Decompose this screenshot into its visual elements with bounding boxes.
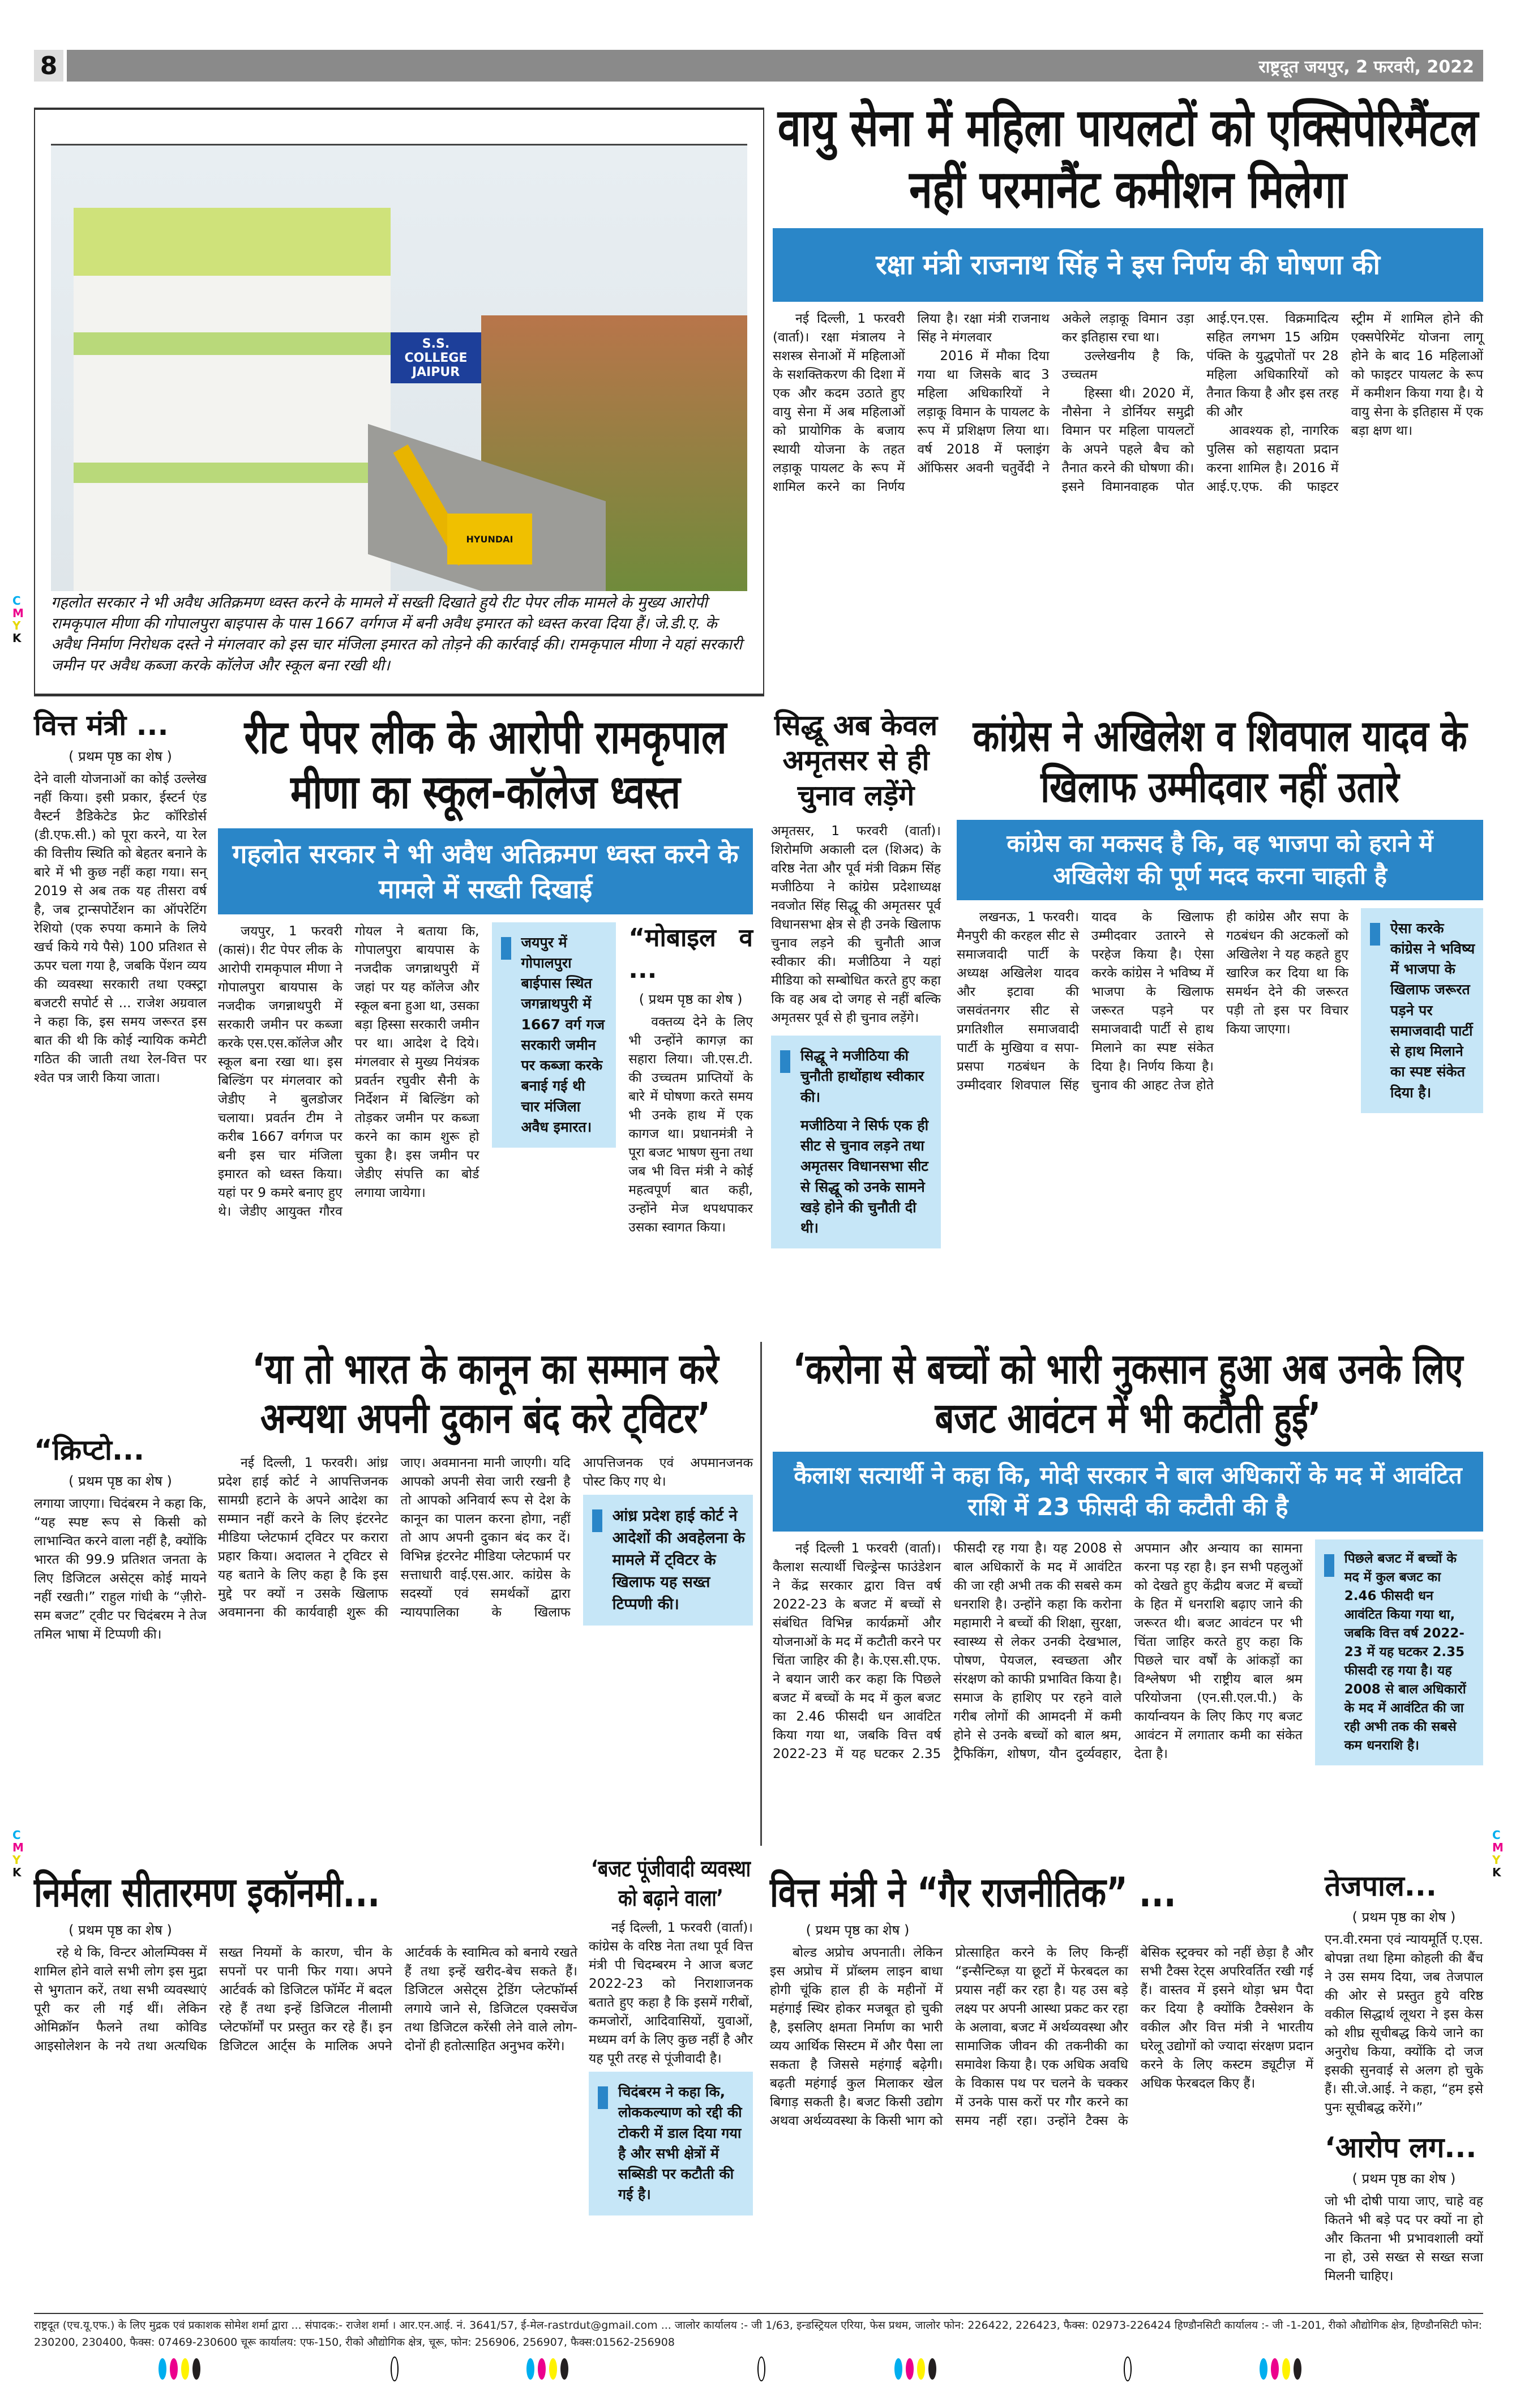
highlight-capitalist: चिदंबरम ने कहा कि, लोककल्याण को रद्दी की टोकरी में डाल दिया गया है और सभी क्षेत्रों में सब्सिडी पर कटौती की गई है।: [589, 2072, 753, 2215]
color-registration-marks: [526, 2358, 568, 2380]
article-congress-block: [957, 711, 1483, 1113]
article-capitalist: नई दिल्ली, 1 फरवरी (वार्ता)। कांग्रेस के वरिष्ठ नेता तथा पूर्व वित्त मंत्री पी चिदम्बरम ने आज बजट 2022-23 को निराशाजनक बताते हुए कहा है कि इसमें गरीबों, कमजोरों, आदिवासियों, युवाओं, मध्यम वर्ग के लिए कुछ नहीं है और यह पूरी तरह से पूंजीवादी है।: [589, 1921, 753, 2066]
headline: सिद्धू अब केवल अमृतसर से ही चुनाव लड़ेंगे: [774, 709, 938, 812]
headline-reet: रीट पेपर लीक के आरोपी रामकृपाल मीणा का स्कूल-कॉलेज ध्वस्त: [244, 711, 727, 819]
article-nirmala-block: [34, 1868, 577, 2056]
continued-label: ( प्रथम पृष्ठ का शेष ): [68, 749, 172, 764]
headline-fm-nonpolitical: वित्त मंत्री ने “गैर राजनीतिक” ...: [770, 1868, 1176, 1916]
article-fm-nonpolitical: बोल्ड अप्रोच अपनाती। लेकिन इस अप्रोच में प्रॉब्लम लाइन बाधा होगी चूंकि हाल ही के महीनों में महंगाई स्थिर होकर मजबूत हो चुकी है, इसलिए क्षमता निर्माण का भारी व्यय आर्थिक सिस्टम में और पैसा ला सकता है जिससे महंगाई बढ़ेगी। बढ़ती महंगाई कुल मिलाकर खेल बिगाड़ सकती है। बजट किसी उद्योग अथवा अर्थव्यवस्था के किसी भाग को प्रोत्साहित करने के लिए किन्हीं “इन्सैन्टिब्ज़ या छूटों में फेरबदल का प्रयास नहीं कर रहा है। यह उस बड़े लक्ष्य पर अपनी आस्था प्रकट कर रहा के अलावा, बजट में अर्थव्यवस्था और सामाजिक जीवन की तकनीकी का समावेश किया है। एक अधिक अवधि के विकास पथ पर चलने के चक्कर में उनके पास करों पर गौर करने का समय नहीं रहा। उन्होंने टैक्स के बेसिक स्ट्रक्चर को नहीं छेड़ा है और सभी टैक्स रेट्स अपरिवर्तित रखी गई हैं। वास्तव में इसने थोड़ा भ्रम पैदा कर दिया है क्योंकि टैक्सेशन के वकील और वित्त मंत्री ने भारतीय घरेलू उद्योगों को ज्यादा संरक्षण प्रदान करने के लिए कस्टम ड्यूटीज़ में अधिक फेरबदल किए हैं।: [770, 1945, 1313, 2128]
headline: तेजपाल...: [1325, 1870, 1437, 1902]
registration-crosshair: [391, 2356, 399, 2381]
article-sidhu: [771, 708, 941, 1255]
color-registration-marks: [894, 2358, 936, 2380]
headline-corona: ‘करोना से बच्चों को भारी नुकसान हुआ अब उनके लिए बजट आवंटन में भी कटौती हुई’: [793, 1345, 1463, 1443]
dateline: राष्ट्रदूत जयपुर, 2 फरवरी, 2022: [1258, 57, 1474, 77]
cmyk-marker-right: C M Y K: [1492, 1828, 1504, 1879]
article-tejpal-cont: [1325, 1868, 1483, 2118]
article-twitter-block: [218, 1345, 753, 1626]
article-air-force-block: [773, 97, 1483, 497]
continued-label: ( प्रथम पृष्ठ का शेष ): [68, 1473, 172, 1489]
highlight-twitter: आंध्र प्रदेश हाई कोर्ट ने आदेशों की अवहेलना के मामले में ट्विटर के खिलाफ यह सख्त टिप्पणी की।: [583, 1495, 753, 1626]
body: जो भी दोषी पाया जाए, चाहे वह कितने भी बड़े पद पर क्यों ना हो और कितना भी प्रभावशाली क्यों ना हो, उसे सख्त से सख्त सजा मिलनी चाहिए।: [1325, 2194, 1483, 2283]
article-corona-block: [773, 1345, 1483, 1767]
color-registration-marks: [159, 2358, 200, 2380]
page-number: 8: [34, 50, 67, 82]
cmyk-marker-left-lower: C M Y K: [12, 1828, 24, 1879]
article-mobile-cont: [628, 922, 753, 1008]
college-sign: S.S. COLLEGE JAIPUR: [391, 332, 481, 383]
demolition-photo: [51, 144, 747, 591]
article-air-force: नई दिल्ली, 1 फरवरी (वार्ता)। रक्षा मंत्रालय ने सशस्त्र सेनाओं में महिलाओं के सशक्तिकरण की दिशा में एक और कदम उठाते हुए वायु सेना में अब महिलाओं को प्रायोगिक के बजाय स्थायी योजना के तहत लड़ाकू पायलट के रूप में शामिल करने का निर्णय लिया है। रक्षा मंत्री राजनाथ सिंह ने मंगलवार 2016 में मौका दिया गया था जिसके बाद 3 महिला अधिकारियों ने लड़ाकू विमान के पायलट के रूप में प्रशिक्षण लिया था। वर्ष 2018 में फ्लाइंग ऑफिसर अवनी चतुर्वेदी ने अकेले लड़ाकू विमान उड़ा कर इतिहास रचा था। उल्लेखनीय है कि, उच्चतम हिस्सा थी। 2020 में, नौसेना ने डोर्नियर समुद्री विमान पर महिला पायलटों के अपने पहले बैच को तैनात करने की घोषणा की। इसने विमानवाहक पोत आई.एन.एस. विक्रमादित्य सहित लगभग 15 अग्रिम पंक्ति के युद्धपोतों पर 28 महिला अधिकारियों को तैनात किया है और इस तरह की और आवश्यक हो, नागरिक पुलिस को सहायता प्रदान करना शामिल है। 2016 में आई.ए.एफ. की फाइटर स्ट्रीम में शामिल होने की एक्सपेरिमेंट योजना लागू होने के बाद 16 महिलाओं को फाइटर पायलट के रूप में कमीशन किया गया है। ये वायु सेना के इतिहास में एक बड़ा क्षण था।: [773, 311, 1483, 495]
body: एन.वी.रमना एवं न्यायमूर्ति ए.एस. बोपन्ना तथा हिमा कोहली की बैंच ने उस समय दिया, जब तेजपाल की ओर से प्रस्तुत हुये वरिष्ठ वकील सिद्धार्थ लूथरा ने इस केस को शीघ्र सूचीबद्ध किये जाने का अनुरोध किया, क्योंकि दो जज इसकी सुनवाई से अलग हो चुके हैं। सी.जे.आई. ने कहा, “हम इसे पुनः सूचीबद्ध करेंगे।”: [1325, 1932, 1483, 2115]
article-nirmala: रहे थे कि, विन्टर ओलम्पिक्स में शामिल होने वाले सभी लोग इस मुद्रा से भुगतान करें, तथा सभी व्यवस्थाएं पूरी कर ली गई थीं। लेकिन ओमिक्रॉन फैलने तथा कोविड आइसोलेशन के नये तथा अत्यधिक सख्त नियमों के कारण, चीन के सपनों पर पानी फिर गया। अपने आर्टवर्क को डिजिटल फॉर्मेट में बदल रहे हैं तथा इन्हें डिजिटल नीलामी प्लेटफॉर्मों पर प्रस्तुत कर रहे हैं। इन डिजिटल आर्ट्स के मालिक अपने आर्टवर्क के स्वामित्व को बनाये रखते हैं तथा इन्हें खरीद-बेच सकते हैं। डिजिटल असेट्स ट्रेडिंग प्लेटफॉर्म्स लगाये जाने से, डिजिटल एक्सचेंज तथा डिजिटल करेंसी लेने वाले लोग-दोनों ही हतोत्साहित अनुभव करेंगे।: [34, 1945, 577, 2054]
article-twitter: नई दिल्ली, 1 फरवरी। आंध्र प्रदेश हाई कोर्ट ने आपत्तिजनक सामग्री हटाने के अपने आदेश का सम्मान नहीं करने के लिए इंटरनेट मीडिया प्लेटफार्म ट्विटर पर करारा प्रहार किया। अदालत ने ट्विटर से यह बताने के लिए कहा है कि इस मुद्दे पर क्यों न उसके खिलाफ अवमानना की कार्यवाही शुरू की जाए। अवमानना मानी जाएगी। यदि आपको अपनी सेवा जारी रखनी है तो आपको अनिवार्य रूप से देश के कानून का पालन करना होगा, नहीं तो आप अपनी दुकान बंद कर दें। विभिन्न इंटरनेट मीडिया प्लेटफार्म पर सत्ताधारी वाई.एस.आर. कांग्रेस के सदस्यों एवं समर्थकों द्वारा न्यायपालिका के खिलाफ आपत्तिजनक एवं अपमानजनक पोस्ट किए गए थे। आंध्र प्रदेश हाई कोर्ट ने आदेशों की अवहेलना के मामले में ट्विटर के खिलाफ यह सख्त टिप्पणी की।: [218, 1454, 753, 1626]
headline: वित्त मंत्री ...: [34, 709, 169, 742]
divider: [760, 1342, 762, 1846]
article-allegation-cont: [1325, 2130, 1483, 2286]
headline: “क्रिप्टो...: [34, 1434, 144, 1466]
banner-corona: कैलाश सत्यार्थी ने कहा कि, मोदी सरकार ने बाल अधिकारों के मद में आवंटित राशि में 23 फीसदी की कटौती की है: [773, 1452, 1483, 1532]
highlight-sidhu: सिद्धू ने मजीठिया की चुनौती हाथोंहाथ स्वीकार की। मजीठिया ने सिर्फ एक ही सीट से चुनाव लड़ने तथा अमृतसर विधानसभा सीट से सिद्धू को उनके सामने खड़े होने की चुनौती दी थी।: [771, 1036, 941, 1248]
article-fm-nonpolitical-block: [770, 1868, 1313, 2131]
banner-reet: गहलोत सरकार ने भी अवैध अतिक्रमण ध्वस्त करने के मामले में सख्ती दिखाई: [218, 828, 753, 914]
headline-nirmala: निर्मला सीतारमण इकॉनमी...: [34, 1868, 380, 1916]
headline-congress: कांग्रेस ने अखिलेश व शिवपाल यादव के खिलाफ उम्मीदवार नहीं उतारे: [973, 711, 1467, 812]
page-header-bar: [34, 50, 1483, 82]
continued-label: ( प्रथम पृष्ठ का शेष ): [1352, 1909, 1456, 1925]
continued-label: ( प्रथम पृष्ठ का शेष ): [1352, 2171, 1456, 2187]
banner-air-force: रक्षा मंत्री राजनाथ सिंह ने इस निर्णय की घोषणा की: [773, 228, 1483, 302]
banner-congress: कांग्रेस का मकसद है कि, वह भाजपा को हराने में अखिलेश की पूर्ण मदद करना चाहती है: [957, 820, 1483, 900]
article-congress: लखनऊ, 1 फरवरी। मैनपुरी की करहल सीट से समाजवादी पार्टी के अध्यक्ष अखिलेश यादव और इटावा की जसवंतनगर सीट से प्रगतिशील समाजवादी पार्टी के मुखिया व सपा-प्रसपा गठबंधन के उम्मीदवार शिवपाल सिंह यादव के खिलाफ उम्मीदवार उतारने से परहेज किया है। ऐसा करके कांग्रेस ने भविष्य में भाजपा के खिलाफ जरूरत पड़ने पर समाजवादी पार्टी से हाथ मिलाने का स्पष्ट संकेत दिया है। निर्णय किया है। चुनाव की आहट तेज होते ही कांग्रेस और सपा के गठबंधन की अटकलों को अखिलेश ने यह कहते हुए खारिज कर दिया था कि समर्थन देने की जरूरत पड़ी तो इस पर विचार किया जाएगा। ऐसा करके कांग्रेस ने भविष्य में भाजपा के खिलाफ जरूरत पड़ने पर समाजवादी पार्टी से हाथ मिलाने का स्पष्ट संकेत दिया है।: [957, 908, 1483, 1113]
headline-twitter: ‘या तो भारत के कानून का सम्मान करे अन्यथा अपनी दुकान बंद करे ट्विटर’: [252, 1345, 719, 1443]
headline: ‘आरोप लग...: [1325, 2131, 1477, 2164]
headline-air-force: वायु सेना में महिला पायलटों को एक्सिपेरिमैंटल नहीं परमानैंट कमीशन मिलेगा: [777, 97, 1479, 220]
mobile-body: वक्तव्य देने के लिए भी उन्होंने कागज़ का सहारा लिया। जी.एस.टी. की उच्चतम प्राप्तियों के बारे में घोषणा करते समय भी उनके हाथ में एक कागज था। प्रधानमंत्री ने पूरा बजट भाषण सुना तथा जब भी वित्त मंत्री ने कोई महत्वपूर्ण बात कही, उन्होंने मेज थपथपाकर उसका स्वागत किया।: [628, 1014, 753, 1235]
article-reet-block: [218, 711, 753, 1237]
body: लगाया जाएगा। चिदंबरम ने कहा कि, “यह स्पष्ट रूप से किसी को लाभान्वित करने वाला नहीं है, क्योंकि भारत की 99.9 प्रतिशत जनता के लिए डिजिटल असेट्स कोई मायने नहीं रखती।” राहुल गांधी के “ज़ीरो-सम बजट” ट्वीट पर चिदंबरम ने तेज तमिल भाषा में टिप्पणी की।: [34, 1496, 207, 1642]
headline-capitalist: ‘बजट पूंजीवादी व्यवस्था को बढ़ाने वाला’: [591, 1856, 751, 1911]
registration-crosshair: [757, 2356, 765, 2381]
body: देने वाली योजनाओं का कोई उल्लेख नहीं किया। इसी प्रकार, ईस्टर्न एंड वैस्टर्न डैडिकेटेड फ्रेट कॉरिडोर्स (डी.एफ.सी.) को पूरा करने, या रेल की वित्तीय स्थिति को बेहतर बनाने के बारे में भी कुछ नहीं कहा गया। सन् 2019 से अब तक यह तीसरा वर्ष है, जब ट्रान्सपोर्टेशन का ऑपरेटिंग रेशियो (एक रुपया कमाने के लिये खर्च किये गये पैसे) 100 प्रतिशत से ऊपर चला गया है, जबकि पेंशन व्यय की व्यवस्था सरकारी तथा एक्स्ट्रा बजटरी सपोर्ट से ... राजेश अग्रवाल ने कहा कि, इस समय जरूरत इस बात की थी कि कोई न्यायिक कमेटी गठित की जाती तथा रेल-वित्त पर श्वेत पत्र जारी किया जाता।: [34, 772, 207, 1085]
article-crypto-cont: [34, 1432, 207, 1644]
highlight-corona: पिछले बजट में बच्चों के मद में कुल बजट का 2.46 फीसदी धन आवंटित किया गया था, जबकि वित्त वर्ष 2022-23 में यह घटकर 2.35 फीसदी रह गया है। यह 2008 से बाल अधिकारों के मद में आवंटित की जा रही अभी तक की सबसे कम धनराशि है।: [1315, 1539, 1483, 1765]
continued-label: ( प्रथम पृष्ठ का शेष ): [639, 991, 743, 1007]
footer-imprint: राष्ट्रदूत (एच.यू.एफ.) के लिए मुद्रक एवं प्रकाशक सोमेश शर्मा द्वारा ... संपादक:- राजेश शर्मा । आर.एन.आई. नं. 3641/57, ई-मेल-rastrdut@gmail.com ... जालोर कार्यालय :- जी 1/63, इन्डस्ट्रियल एरिया, फेस प्रथम, जालोर फोन: 226422, 226423, फैक्स: 02973-226424 हिण्डौनसिटी कार्यालय :- जी -1-201, रीको औद्योगिक क्षेत्र, हिण्डौनसिटी फोन: 230200, 230400, फैक्स: 07469-230600 चूरू कार्यालय: एफ-150, रीको औद्योगिक क्षेत्र, चूरू, फोन: 256906, 256907, फैक्स:01562-256908: [34, 2319, 1483, 2349]
photo-box: [34, 108, 764, 696]
continued-label: ( प्रथम पृष्ठ का शेष ): [68, 1922, 172, 1938]
cmyk-marker-left: C M Y K: [12, 594, 24, 645]
photo-caption: गहलोत सरकार ने भी अवैध अतिक्रमण ध्वस्त करने के मामले में सख्ती दिखाते हुये रीट पेपर लीक मामले के मुख्य आरोपी रामकृपाल मीणा की गोपालपुरा बाइपास के पास 1667 वर्गगज में बनी अवैध इमारत को ध्वस्त करवा दिया हैं। जे.डी.ए. के अवैध निर्माण निरोधक दस्ते ने मंगलवार को इस चार मंजिला इमारत को तोड़ने की कार्रवाई की। रामकृपाल मीणा ने यहां सरकारी जमीन पर अवैध कब्जा करके कॉलेज और स्कूल बना रखी थी।: [51, 594, 743, 674]
article-reet: जयपुर, 1 फरवरी (कासं)। रीट पेपर लीक के आरोपी रामकृपाल मीणा ने गोपालपुरा बायपास के नजदीक जगन्नाथपुरी में सरकारी जमीन पर कब्जा करके एस.एस.कॉलेज और स्कूल बना रखा था। इस बिल्डिंग पर मंगलवार को जेडीए ने बुलडोजर चलाया। प्रवर्तन टीम ने करीब 1667 वर्गगज पर बनी इस चार मंजिला इमारत को ध्वस्त किया। यहां पर 9 कमरे बनाए हुए थे। जेडीए आयुक्त गौरव गोयल ने बताया कि, गोपालपुरा बायपास के नजदीक जगन्नाथपुरी में जहां पर यह कॉलेज और स्कूल बना हुआ था, उसका बड़ा हिस्सा सरकारी जमीन पर था। आदेश दे दिये। मंगलवार से मुख्य नियंत्रक प्रवर्तन रघुवीर सैनी के निर्देशन में बिल्डिंग को तोड़कर जमीन पर कब्जा करने का काम शुरू हो चुका है। इस जमीन पर जेडीए संपत्ति का बोर्ड लगाया जायेगा। जयपुर में गोपालपुरा बाईपास स्थित जगन्नाथपुरी में 1667 वर्ग गज सरकारी जमीन पर कब्जा करके बनाई गई थी चार मंजिला अवैध इमारत। “मोबाइल व ... ( प्रथम पृष्ठ का शेष ) वक्तव्य देने के लिए भी उन्होंने कागज़ का सहारा लिया। जी.एस.टी. की उच्चतम प्राप्तियों के बारे में घोषणा करते समय भी उनके हाथ में एक कागज था। प्रधानमंत्री ने पूरा बजट भाषण सुना तथा जब भी वित्त मंत्री ने कोई महत्वपूर्ण बात कही, उन्होंने मेज थपथपाकर उसका स्वागत किया।: [218, 922, 753, 1237]
article-finance-minister-cont: [34, 708, 207, 1088]
continued-label: ( प्रथम पृष्ठ का शेष ): [806, 1922, 910, 1938]
article-corona: नई दिल्ली 1 फरवरी (वार्ता)। कैलाश सत्यार्थी चिल्ड्रेन्स फाउंडेशन ने केंद्र सरकार द्वारा वित्त वर्ष 2022-23 के बजट में बच्चों से संबंधित विभिन्न कार्यक्रमों और योजनाओं के मद में कटौती करने पर चिंता जाहिर की है। के.एस.सी.एफ. ने बयान जारी कर कहा कि पिछले बजट में बच्चों के मद में कुल बजट का 2.46 फीसदी धन आवंटित किया गया था, जबकि वित्त वर्ष 2022-23 में यह घटकर 2.35 फीसदी रह गया है। यह 2008 से बाल अधिकारों के मद में आवंटित की जा रही अभी तक की सबसे कम धनराशि है। उन्होंने कहा कि करोना महामारी ने बच्चों की शिक्षा, सुरक्षा, स्वास्थ्य से लेकर उनकी देखभाल, पोषण, पेयजल, स्वच्छता और संरक्षण को काफी प्रभावित किया है। समाज के हाशिए पर रहने वाले गरीब लोगों की आमदनी में कमी होने से उनके बच्चों को बाल श्रम, ट्रैफिकिंग, शोषण, यौन दुर्व्यवहार, अपमान और अन्याय का सामना करना पड़ रहा है। इन सभी पहलुओं को देखते हुए केंद्रीय बजट में बच्चों के हित में धनराशि बढ़ाए जाने की जरूरत थी। बजट आवंटन पर भी चिंता जाहिर करते हुए कहा कि पिछले चार वर्षों के आंकड़ों का विश्लेषण भी राष्ट्रीय बाल श्रम परियोजना (एन.सी.एल.पी.) के कार्यान्वयन के लिए किए गए बजट आवंटन में लगातार कमी का संकेत देता है। पिछले बजट में बच्चों के मद में कुल बजट का 2.46 फीसदी धन आवंटित किया गया था, जबकि वित्त वर्ष 2022-23 में यह घटकर 2.35 फीसदी रह गया है। यह 2008 से बाल अधिकारों के मद में आवंटित की जा रही अभी तक की सबसे कम धनराशि है।: [773, 1539, 1483, 1767]
color-registration-marks: [1260, 2358, 1301, 2380]
excavator: HYUNDAI: [447, 514, 532, 564]
highlight-reet: जयपुर में गोपालपुरा बाईपास स्थित जगन्नाथपुरी में 1667 वर्ग गज सरकारी जमीन पर कब्जा करके बनाई गई थी चार मंजिला अवैध इमारत।: [492, 922, 616, 1148]
article-capitalist-block: [589, 1854, 753, 2222]
highlight-congress: ऐसा करके कांग्रेस ने भविष्य में भाजपा के खिलाफ जरूरत पड़ने पर समाजवादी पार्टी से हाथ मिलाने का स्पष्ट संकेत दिया है।: [1361, 908, 1483, 1113]
registration-crosshair: [1124, 2356, 1132, 2381]
footer-rule: [34, 2313, 1483, 2314]
right-column-row4: [1325, 1868, 1483, 2286]
headline: “मोबाइल व ...: [628, 923, 753, 984]
body: अमृतसर, 1 फरवरी (वार्ता)। शिरोमणि अकाली दल (शिअद) के वरिष्ठ नेता और पूर्व मंत्री विक्रम सिंह मजीठिया ने कांग्रेस प्रदेशाध्यक्ष नवजोत सिंह सिद्धू की अमृतसर पूर्व विधानसभा क्षेत्र से ही उनके खिलाफ चुनाव लड़ने की चुनौती आज स्वीकार की। मजीठिया ने यहां मीडिया को सम्बोधित करते हुए कहा कि वह अब दो जगह से नहीं बल्कि अमृतसर पूर्व से ही चुनाव लड़ेंगे।: [771, 824, 941, 1025]
